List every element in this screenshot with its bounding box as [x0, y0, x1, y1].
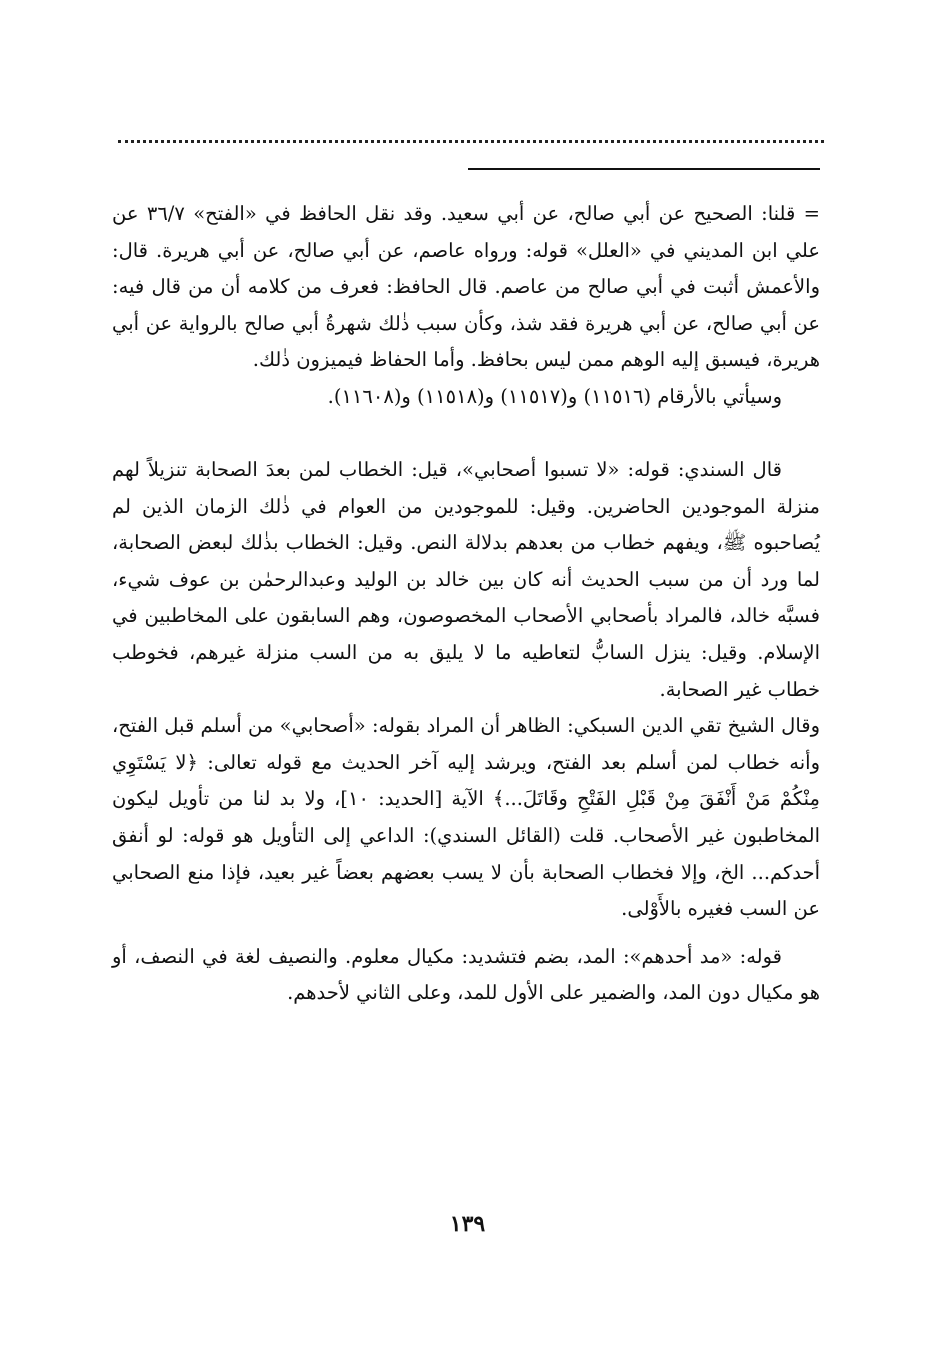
commentary-paragraph: وقال الشيخ تقي الدين السبكي: الظاهر أن المراد بقوله: «أصحابي» من أسلم قبل الفتح، وأنه خطاب لمن أسلم بعد الفتح، ويرشد إليه آخر الحديث مع قوله تعالى: ﴿لا يَسْتَوِي مِنْكُمْ مَنْ أَنْفَقَ مِنْ قَبْلِ الفَتْحِ وقَاتَلَ...﴾ الآية [الحديد: ١٠]، ولا بد لنا من تأويل ليكون المخاطبون غير الأصحاب. قلت (القائل السندي): الداعي إلى التأويل هو قوله: لو أنفق أحدكم... الخ، وإلا فخطاب الصحابة بأن لا يسب بعضهم بعضاً غير بعيد، فإذا منع الصحابي عن السب فغيره بالأَوْلى.: [112, 714, 820, 921]
footnote-section: [112, 196, 820, 416]
footnote-paragraph: = قلنا: الصحيح عن أبي صالح، عن أبي سعيد. وقد نقل الحافظ في «الفتح» ٣٦/٧ عن علي ابن المديني في «العلل» قوله: ورواه عاصم، عن أبي صالح، عن أبي هريرة. قال: والأعمش أثبت في أبي صالح من عاصم. قال الحافظ: فعرف من كلامه أن من قال فيه: عن أبي صالح، عن أبي هريرة فقد شذ، وكأن سبب ذٰلك شهرةُ أبي صالح بالرواية عن أبي هريرة، فيسبق إليه الوهم ممن ليس بحافظ. وأما الحفاظ فيميزون ذٰلك.: [112, 202, 821, 372]
dotted-separator: [118, 140, 824, 143]
page-number: ١٣٩: [449, 1211, 486, 1237]
commentary-paragraph: قال السندي: قوله: «لا تسبوا أصحابي»، قيل: الخطاب لمن بعدَ الصحابة تنزيلاً لهم منزلة الموجودين الحاضرين. وقيل: للموجودين من العوام في ذٰلك الزمان الذين لم يُصاحبوه ﷺ، ويفهم خطاب من بعدهم بدلالة النص. وقيل: الخطاب بذٰلك لبعض الصحابة، لما ورد أن من سبب الحديث أنه كان بين خالد بن الوليد وعبدالرحمٰن بن عوف شيء، فسبَّه خالد، فالمراد بأصحابي الأصحاب المخصوصون، وهم السابقون على المخاطبين في الإسلام. وقيل: ينزل السابُّ لتعاطيه ما لا يليق به من السب منزلة غيرهم، فخوطب خطاب غير الصحابة.: [112, 458, 820, 701]
commentary-paragraph: قوله: «مد أحدهم»: المد، بضم فتشديد: مكيال معلوم. والنصيف لغة في النصف، أو هو مكيال دون المد، والضمير على الأول للمد، وعلى الثاني لأحدهم.: [112, 944, 820, 1005]
main-text: [112, 452, 820, 1012]
footnote-separator-line: [468, 168, 820, 170]
footnote-references: وسيأتي بالأرقام (١١٥١٦) و(١١٥١٧) و(١١٥١٨) و(١١٦٠٨).: [327, 384, 782, 408]
